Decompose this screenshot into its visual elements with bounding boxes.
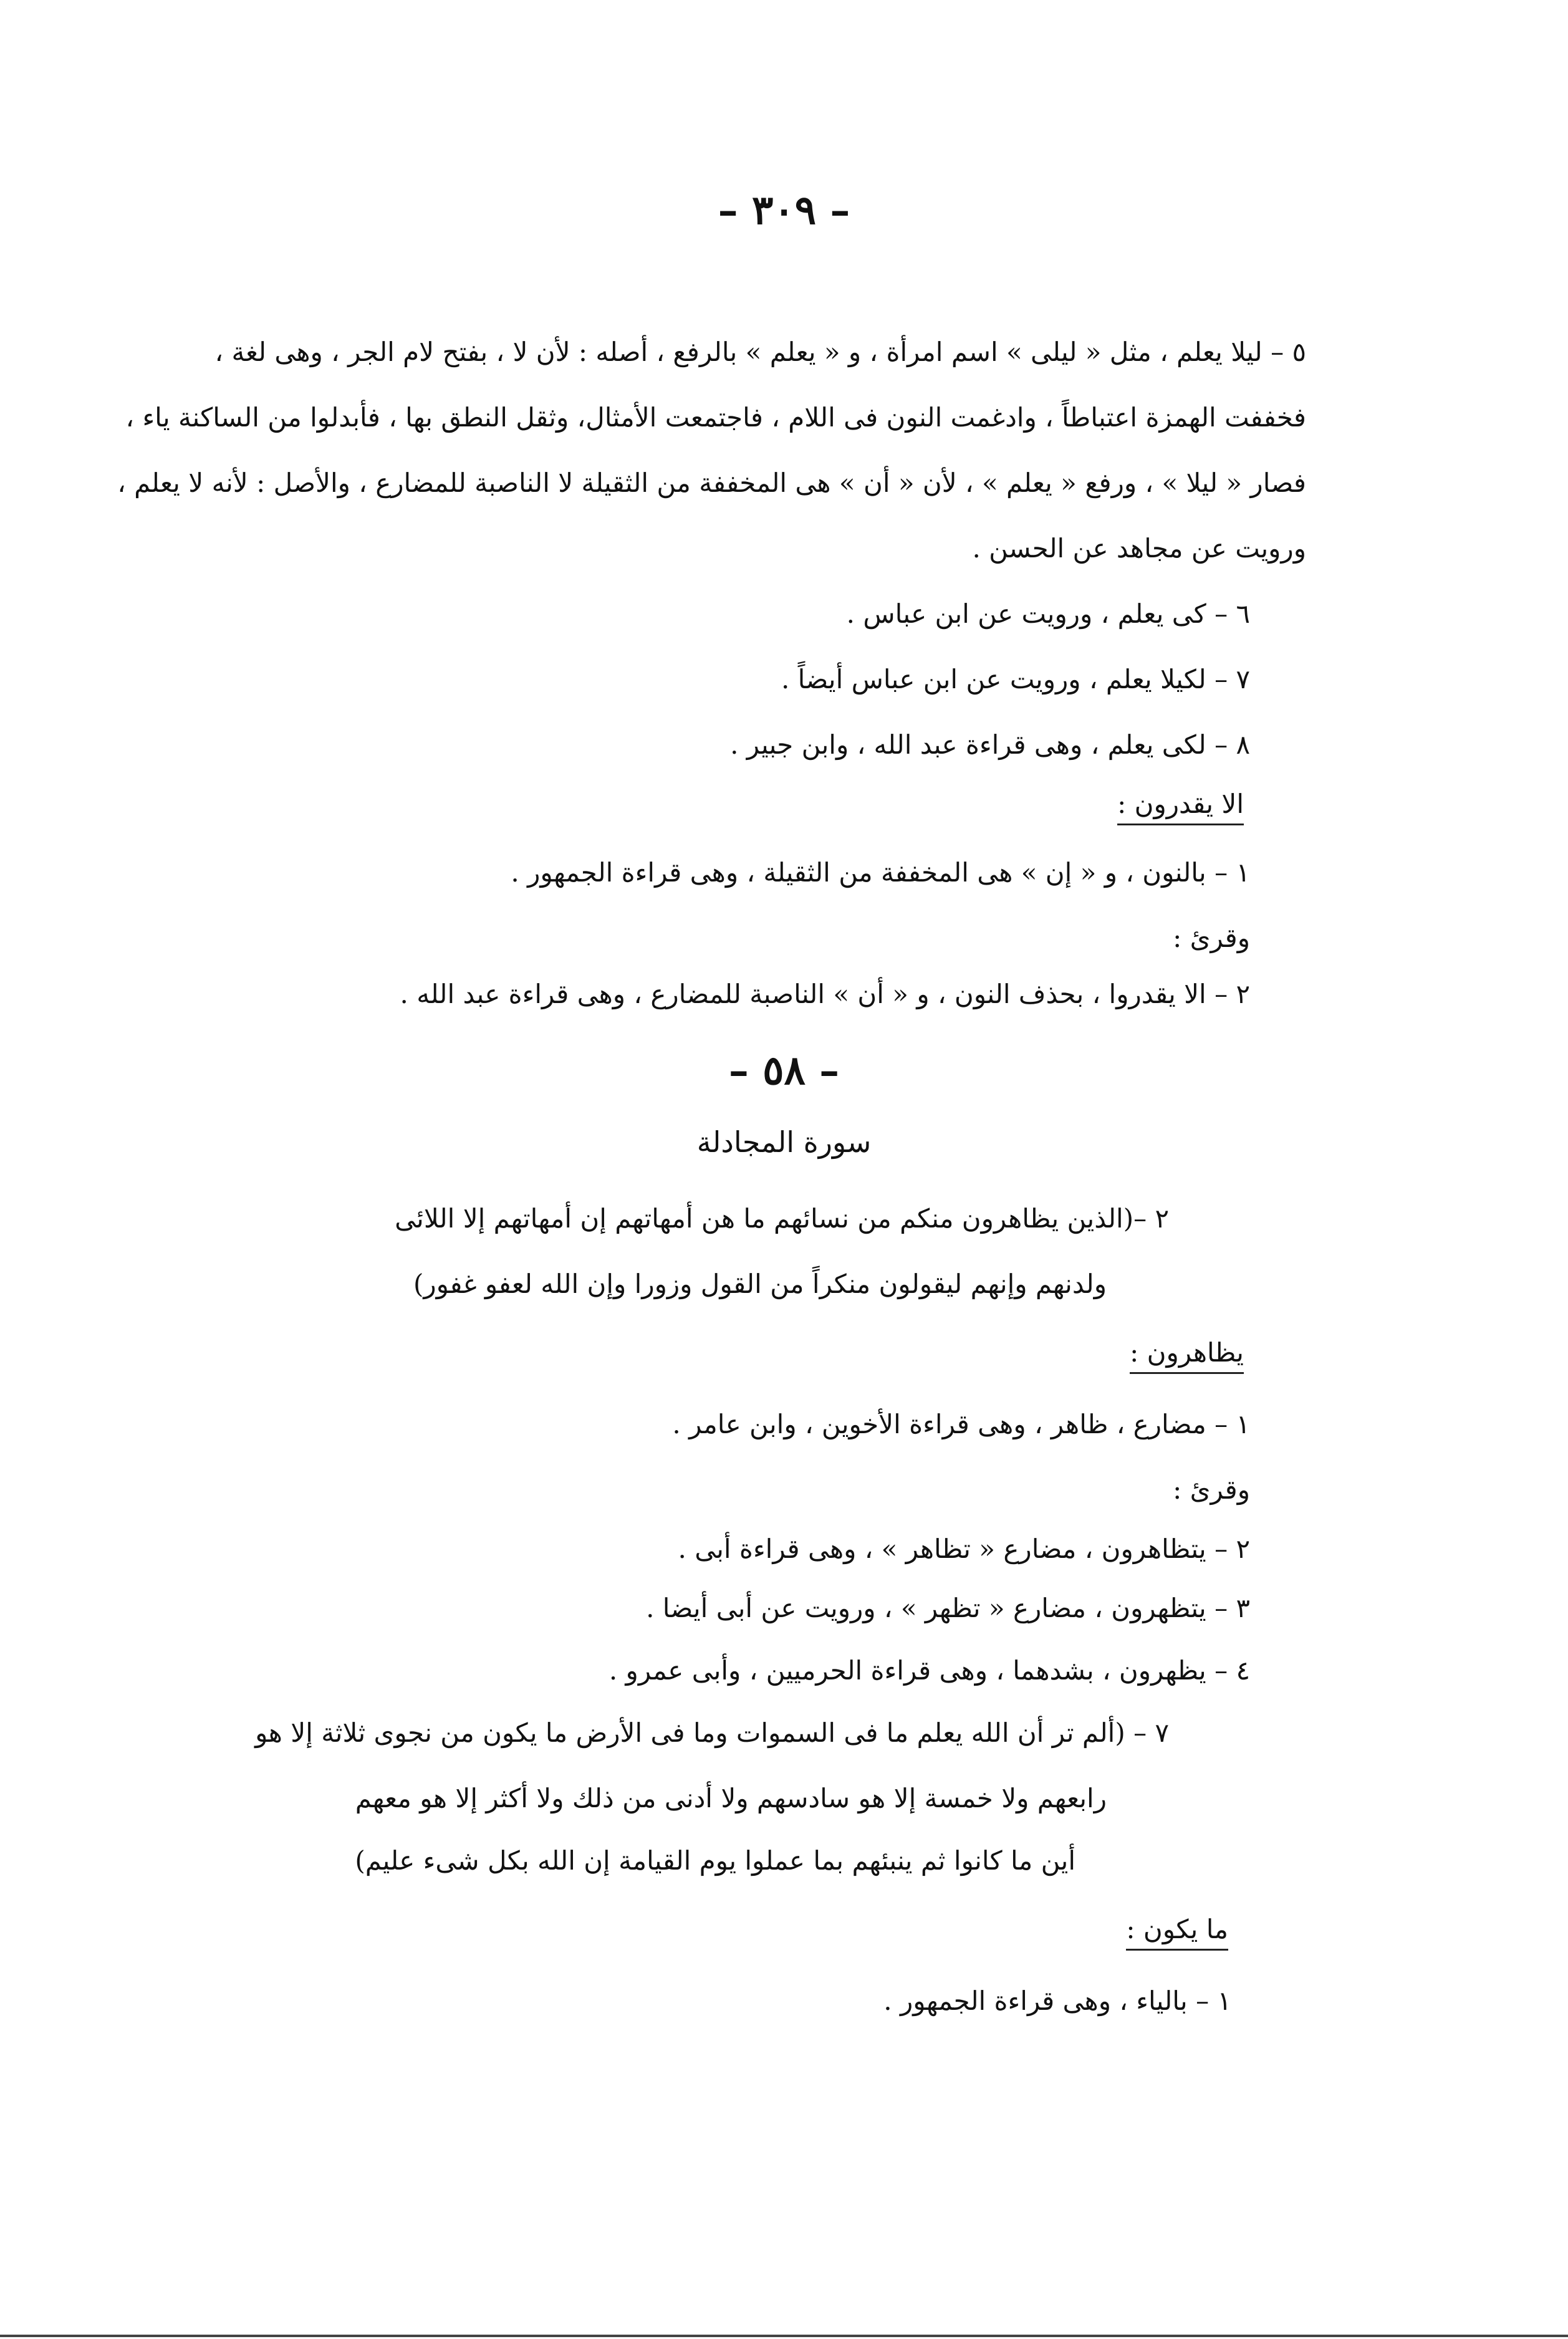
text-line-6: ٧ – لكيلا يعلم ، ورويت عن ابن عباس أيضاً . [781,664,1250,694]
text-line-20: ٣ – يتظهرون ، مضارع « تظهر » ، ورويت عن أبى أيضا . [646,1593,1250,1623]
text-line-18: وقرئ : [1173,1474,1250,1505]
text-line-4: ورويت عن مجاهد عن الحسن . [972,533,1306,564]
verse-line-4: رابعهم ولا خمسة إلا هو سادسهم ولا أدنى من ذلك ولا أكثر إلا هو معهم [355,1783,1107,1813]
verse-line-2: ولدنهم وإنهم ليقولون منكراً من القول وزورا وإن الله لعفو غفور) [413,1269,1107,1299]
section-heading-yaqdirun: الا يقدرون : [1117,789,1244,825]
text-line-26: ١ – بالياء ، وهى قراءة الجمهور . [883,1986,1231,2016]
text-line-1: ٥ – ليلا يعلم ، مثل « ليلى » اسم امرأة ، و « يعلم » بالرفع ، أصله : لأن لا ، بفتح لام الجر ، وهى لغة ، [214,337,1306,367]
verse-line-3: ٧ – (ألم تر أن الله يعلم ما فى السموات وما فى الأرض ما يكون من نجوى ثلاثة إلا هو [255,1717,1169,1748]
page-bottom-border [0,2335,1568,2337]
text-line-5: ٦ – كى يعلم ، ورويت عن ابن عباس . [846,598,1250,629]
sura-title: سورة المجادلة [696,1125,872,1159]
page-number: – ٣٠٩ – [718,187,850,234]
section-heading-ma-yakun: ما يكون : [1126,1914,1228,1951]
text-line-11: ٢ – الا يقدروا ، بحذف النون ، و « أن » الناصبة للمضارع ، وهى قراءة عبد الله . [400,979,1250,1009]
text-line-10: وقرئ : [1173,923,1250,953]
text-line-17: ١ – مضارع ، ظاهر ، وهى قراءة الأخوين ، وابن عامر . [672,1409,1250,1439]
text-line-7: ٨ – لكى يعلم ، وهى قراءة عبد الله ، وابن جبير . [730,729,1250,760]
sura-number: – ٥٨ – [728,1047,840,1094]
section-heading-yuzahirun: يظاهرون : [1130,1337,1244,1374]
text-line-9: ١ – بالنون ، و « إن » هى المخففة من الثقيلة ، وهى قراءة الجمهور . [511,857,1250,888]
verse-line-1: ٢ –(الذين يظاهرون منكم من نسائهم ما هن أمهاتهم إن أمهاتهم إلا اللائى [395,1203,1169,1234]
text-line-21: ٤ – يظهرون ، بشدهما ، وهى قراءة الحرميين ، وأبى عمرو . [608,1655,1250,1686]
verse-line-5: أين ما كانوا ثم ينبئهم بما عملوا يوم القيامة إن الله بكل شىء عليم) [355,1845,1075,1876]
text-line-2: فخففت الهمزة اعتباطاً ، وادغمت النون فى اللام ، فاجتمعت الأمثال، وثقل النطق بها ، فأبدلوا من الساكنة ياء ، [125,402,1306,433]
text-line-19: ٢ – يتظاهرون ، مضارع « تظاهر » ، وهى قراءة أبى . [678,1534,1250,1564]
text-line-3: فصار « ليلا » ، ورفع « يعلم » ، لأن « أن » هى المخففة من الثقيلة لا الناصبة للمضارع ، والأصل : لأنه لا يعلم ، [117,468,1306,498]
